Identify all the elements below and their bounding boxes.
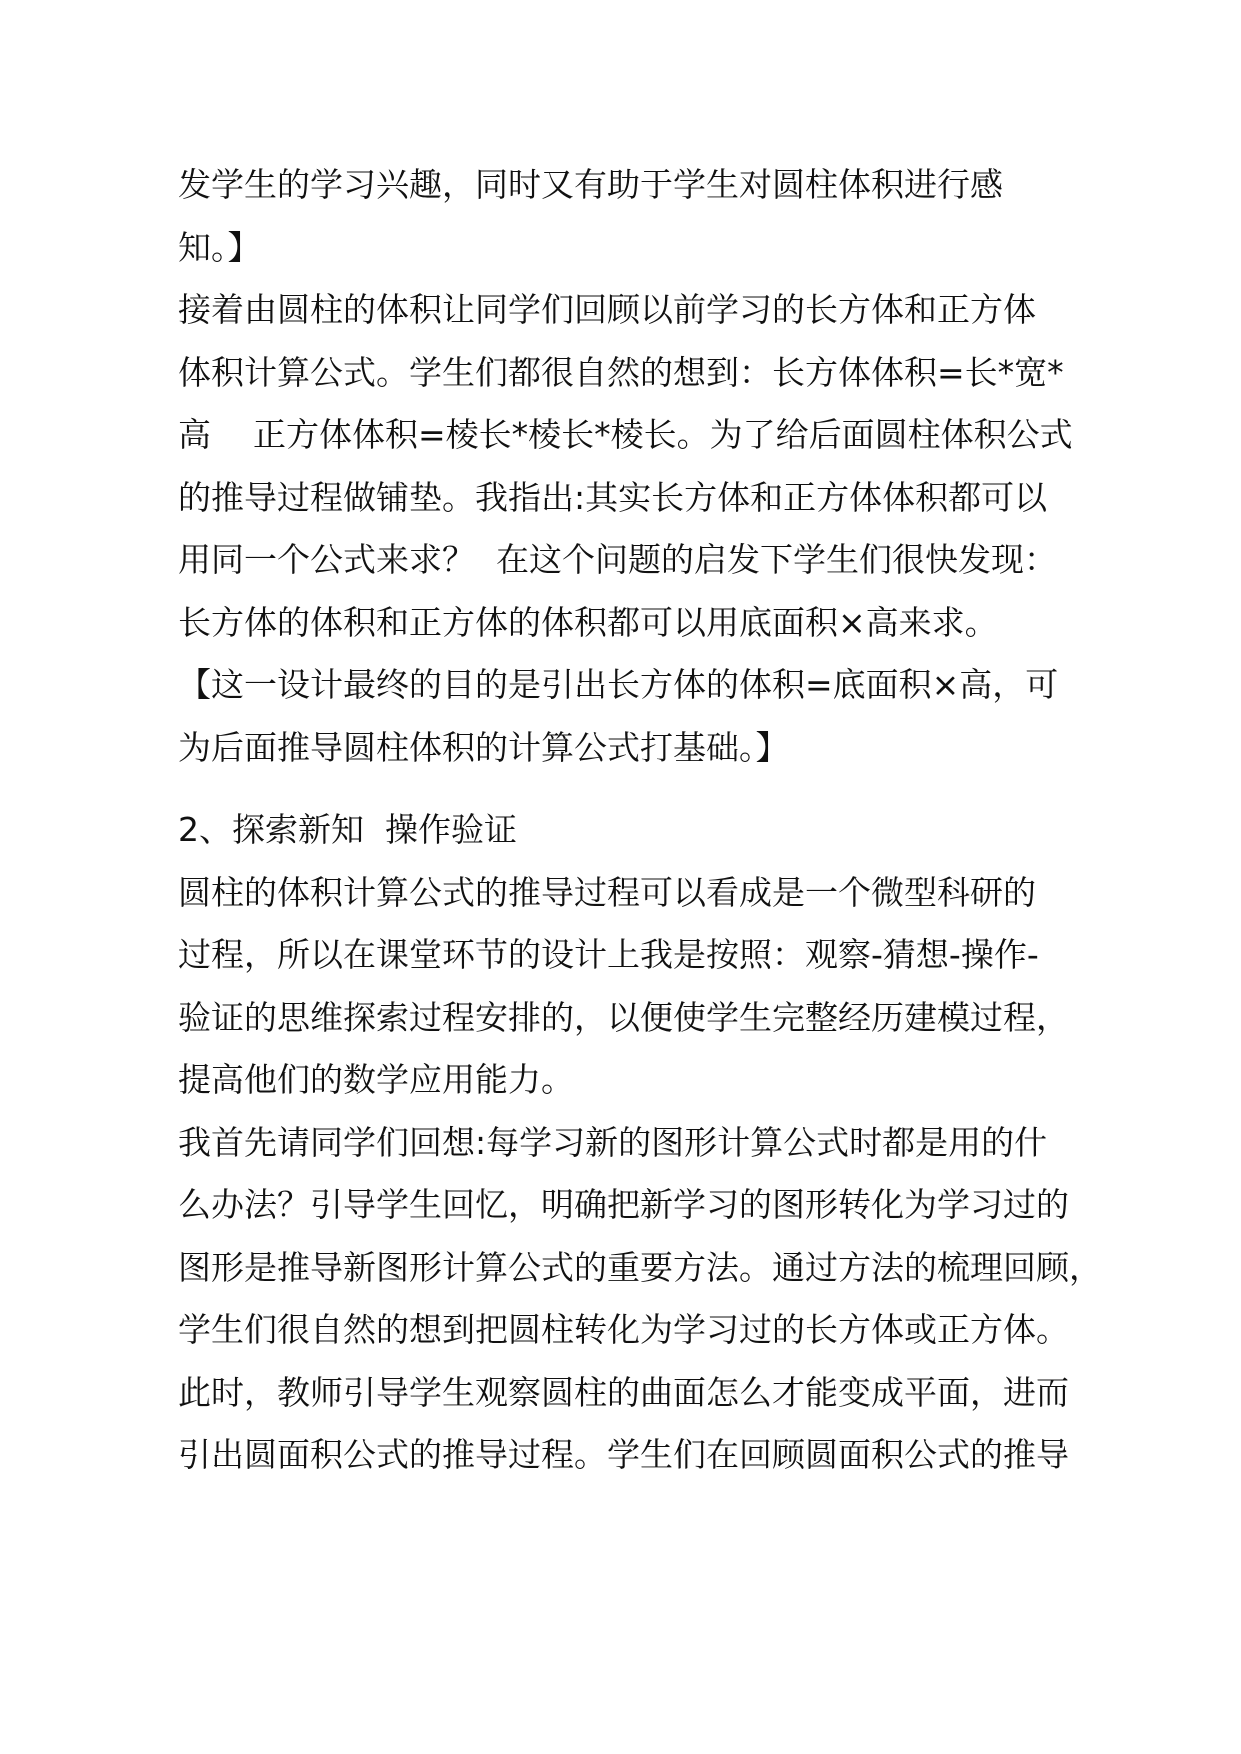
text-line: 验证的思维探索过程安排的，以便使学生完整经历建模过程，: [178, 997, 1069, 1037]
text-line: 接着由圆柱的体积让同学们回顾以前学习的长方体和正方体: [178, 290, 1036, 329]
document-body: [178, 154, 1102, 1487]
text-line: 为后面推导圆柱体积的计算公式打基础。】: [178, 727, 789, 767]
text-line: 的推导过程做铺垫。我指出:其实长方体和正方体体积都可以: [178, 477, 1048, 517]
text-line: 提高他们的数学应用能力。: [178, 1060, 574, 1099]
text-line: 学生们很自然的想到把圆柱转化为学习过的长方体或正方体。: [178, 1310, 1069, 1349]
text-line: 体积计算公式。学生们都很自然的想到：长方体体积=长*宽*: [178, 352, 1064, 392]
text-line: 用同一个公式来求？ 在这个问题的启发下学生们很快发现：: [178, 540, 1057, 579]
text-line: 图形是推导新图形计算公式的重要方法。通过方法的梳理回顾，: [178, 1247, 1102, 1287]
text-line: 长方体的体积和正方体的体积都可以用底面积×高来求。: [178, 602, 998, 642]
paragraph-gap: [178, 779, 1078, 799]
text-line: 知。】: [178, 227, 261, 267]
text-line: 引出圆面积公式的推导过程。学生们在回顾圆面积公式的推导: [178, 1435, 1069, 1474]
text-line: 过程，所以在课堂环节的设计上我是按照：观察-猜想-操作-: [178, 935, 1039, 974]
text-line: 【这一设计最终的目的是引出长方体的体积=底面积×高，可: [178, 665, 1059, 704]
text-line: 高 正方体体积=棱长*棱长*棱长。为了给后面圆柱体积公式: [178, 415, 1073, 454]
text-line: 圆柱的体积计算公式的推导过程可以看成是一个微型科研的: [178, 872, 1036, 912]
text-line: 我首先请同学们回想:每学习新的图形计算公式时都是用的什: [178, 1122, 1048, 1162]
text-line: 此时，教师引导学生观察圆柱的曲面怎么才能变成平面，进而: [178, 1372, 1069, 1412]
text-line: 么办法？引导学生回忆，明确把新学习的图形转化为学习过的: [178, 1185, 1069, 1224]
text-line: 发学生的学习兴趣，同时又有助于学生对圆柱体积进行感: [178, 165, 1003, 204]
section-heading: 2、探索新知 操作验证: [178, 810, 517, 849]
